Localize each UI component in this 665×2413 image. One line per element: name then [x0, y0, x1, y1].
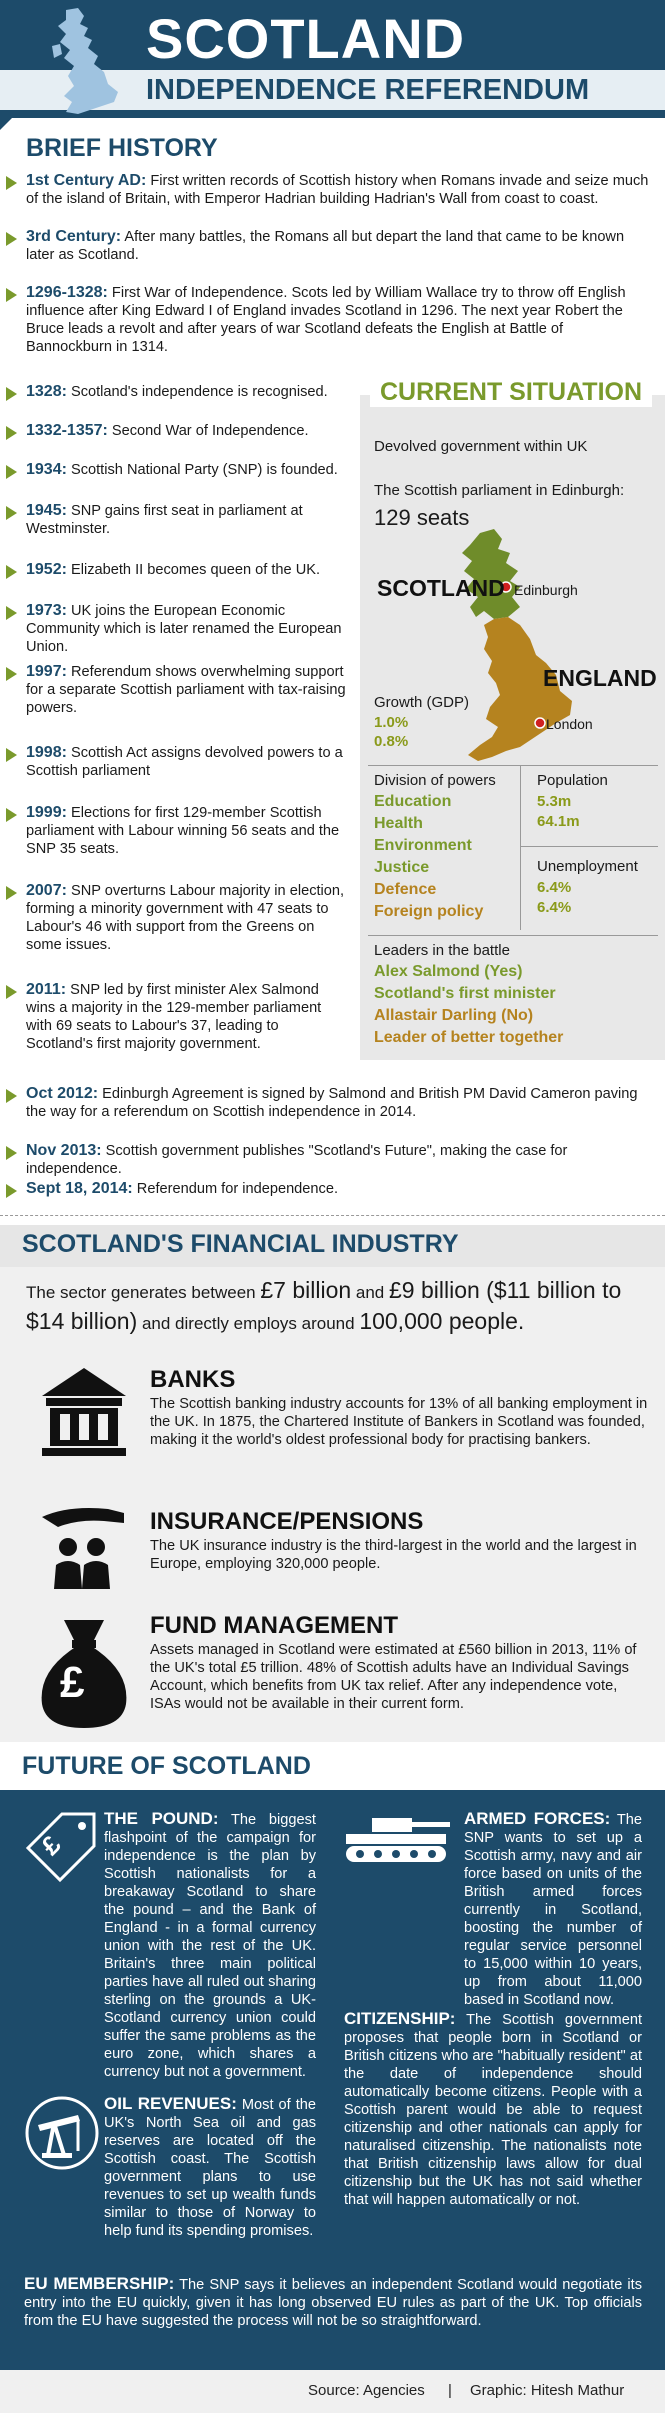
bullet-icon [6, 1146, 17, 1160]
eu-membership-text: EU MEMBERSHIP: The SNP says it believes an independent Scotland would negotiate its entry into the EU quickly, given it has long observed EU rules as part of the UK. Top officials from the EU have suggested the process will not be so straightforward. [24, 2274, 643, 2329]
power-item: Education [374, 793, 452, 810]
unemployment-scotland: 6.4% [537, 879, 572, 896]
unemployment-label: Unemployment [537, 858, 638, 875]
history-item: 1934: Scottish National Party (SNP) is founded. [26, 461, 338, 478]
insurance-text: The UK insurance industry is the third-largest in the world and the largest in Europe, employing 320,000 people. [150, 1538, 637, 1572]
page-title: SCOTLAND [146, 7, 466, 70]
bullet-icon [6, 748, 17, 762]
leader-yes: Alex Salmond (Yes) [374, 963, 523, 980]
growth-scotland: 1.0% [374, 714, 409, 731]
future-title: FUTURE OF SCOTLAND [22, 1752, 311, 1780]
power-item: Foreign policy [374, 903, 484, 920]
population-scotland: 5.3m [537, 793, 572, 810]
bullet-icon [6, 667, 17, 681]
bullet-icon [6, 1089, 17, 1103]
divider [368, 935, 658, 936]
footer [0, 2370, 665, 2413]
citizenship-text: CITIZENSHIP: The Scottish government proposes that people born in Scotland or British citizens who are "habitually resident" at the date of independence should automatically become citizens. People with a Scottish parent would be able to request citizenship and other nationals can apply for naturalised citizenship. The nationalists note that British citizenship laws allow for dual citizenship but the UK has not said whether that will happen automatically or not. [344, 2009, 642, 2208]
bullet-icon [6, 808, 17, 822]
history-item: 1945: SNP gains first seat in parliament at Westminster. [26, 502, 303, 537]
history-item: 1952: Elizabeth II becomes queen of the UK. [26, 561, 321, 578]
history-item: 1997: Referendum shows overwhelming support for a separate Scottish parliament with tax-raising powers. [26, 663, 346, 716]
city-london: London [546, 716, 593, 732]
population-label: Population [537, 772, 608, 789]
leader-yes-role: Scotland's first minister [374, 985, 556, 1002]
population-uk: 64.1m [537, 813, 580, 830]
unemployment-uk: 6.4% [537, 899, 572, 916]
divider [520, 846, 658, 847]
bullet-icon [6, 506, 17, 520]
brief-history-title: BRIEF HISTORY [26, 134, 218, 162]
oil-revenues-text: OIL REVENUES: Most of the UK's North Sea oil and gas reserves are located off the Scottish coast. The Scottish government plans to use revenues to set up wealth funds similar to those of Norway to help fund its spending promises. [104, 2094, 316, 2239]
history-item: 1328: Scotland's independence is recognised. [26, 383, 328, 400]
bullet-icon [6, 387, 17, 401]
footer-source: Source: Agencies [308, 2382, 425, 2399]
history-item: 1998: Scottish Act assigns devolved powers to a Scottish parliament [26, 744, 343, 779]
scotland-shape [462, 529, 520, 619]
history-item: 1st Century AD: First written records of Scottish history when Romans invade and seize much of the island of Britain, with Emperor Hadrian building Hadrian's Wall from coast to coast. [26, 172, 649, 207]
growth-uk: 0.8% [374, 733, 409, 750]
armed-forces-text: ARMED FORCES: The SNP wants to set up a Scottish army, navy and air force based on units of the British armed forces currently in Scotland, boosting the number of regular service personnel to 15,000 within 10 years, up from about 11,000 based in Scotland now. [464, 1809, 642, 2008]
history-item: 1973: UK joins the European Economic Community which is later renamed the European Union. [26, 602, 342, 655]
history-item: 2011: SNP led by first minister Alex Salmond wins a majority in the 129-member parliament with 69 seats to Labour's 37, leading to Scotland's first majority government. [26, 981, 322, 1052]
bullet-icon [6, 288, 17, 302]
footer-separator: | [448, 2382, 452, 2399]
bullet-icon [6, 465, 17, 479]
history-item: 1296-1328: First War of Independence. Scots led by William Wallace try to throw off English influence after King Edward I of England invades Scotland in 1296. The next year Robert the Bruce leads a revolt and after years of war Scotland defeats the English at Battle of Bannockburn in 1314. [26, 284, 626, 355]
uk-map-icon [44, 6, 134, 124]
bullet-icon [6, 232, 17, 246]
divider [520, 765, 521, 930]
history-item: 2007: SNP overturns Labour majority in election, forming a minority government with 47 seats to Labour's 46 with support from the Greens on some issues. [26, 882, 345, 953]
growth-label: Growth (GDP) [374, 694, 470, 711]
seats-value: 129 seats [374, 505, 470, 530]
history-item: 3rd Century: After many battles, the Romans all but depart the land that came to be known later as Scotland. [26, 228, 625, 263]
financial-title: SCOTLAND'S FINANCIAL INDUSTRY [22, 1230, 459, 1258]
pound-text-intro: THE POUND: The biggest flashpoint of the campaign for independence is the plan by Scottish nationalists for a breakaway Scotland to share the pound – and the Bank of England - in a formal currency union with the rest of the UK. Britain's three main political parties have all ruled out sharing sterling on the grounds a UK-Scotland currency union could suffer the same problems as the euro zone, which shares a currency but not a government. [104, 1809, 316, 2080]
history-item: Nov 2013: Scottish government publishes "Scotland's Future", making the case for independence. [26, 1142, 568, 1177]
power-item: Justice [374, 859, 430, 876]
map-label-england: ENGLAND [543, 665, 657, 691]
history-item: Sept 18, 2014: Referendum for independence. [26, 1180, 339, 1197]
divider [368, 765, 658, 766]
bullet-icon [6, 606, 17, 620]
powers-label: Division of powers [374, 772, 496, 789]
devolved-text: Devolved government within UK [374, 438, 588, 455]
tank-icon [342, 1812, 452, 1864]
insurance-family-icon [38, 1503, 134, 1593]
power-item: Health [374, 815, 423, 832]
bullet-icon [6, 176, 17, 190]
banks-title: BANKS [150, 1366, 236, 1393]
city-edinburgh: Edinburgh [514, 582, 578, 598]
oil-pump-icon [24, 2095, 100, 2171]
history-item: Oct 2012: Edinburgh Agreement is signed by Salmond and British PM David Cameron paving the way for a referendum on Scottish independence in 2014. [26, 1085, 638, 1120]
insurance-title: INSURANCE/PENSIONS [150, 1508, 424, 1535]
history-item: 1999: Elections for first 129-member Scottish parliament with Labour winning 56 seats and the SNP 35 seats. [26, 804, 340, 857]
bullet-icon [6, 565, 17, 579]
tag-pound-glyph: £ [35, 1829, 67, 1861]
map-label-scotland: SCOTLAND [377, 575, 505, 601]
pound-sign: £ [60, 1658, 85, 1707]
bullet-icon [6, 985, 17, 999]
bullet-icon [6, 886, 17, 900]
dashed-divider [0, 1215, 665, 1216]
leaders-label: Leaders in the battle [374, 942, 510, 959]
header-notch [0, 118, 12, 130]
financial-intro: The sector generates between £7 billion and £9 billion ($11 billion to $14 billion) and directly employs around 100,000 people. [26, 1277, 622, 1334]
fund-management-text: Assets managed in Scotland were estimated at £560 billion in 2013, 11% of the UK's total £5 trillion. 48% of Scottish adults have an Individual Savings Account, which benefits from UK tax relief. After any independence vote, ISAs would not be available in their current form. [150, 1642, 637, 1712]
page-subtitle: INDEPENDENCE REFERENDUM [146, 74, 590, 106]
history-item: 1332-1357: Second War of Independence. [26, 422, 309, 439]
bullet-icon [6, 426, 17, 440]
footer-graphic: Graphic: Hitesh Mathur [470, 2382, 625, 2399]
london-dot [535, 718, 545, 728]
power-item: Environment [374, 837, 472, 854]
leader-no-role: Leader of better together [374, 1029, 564, 1046]
parliament-label: The Scottish parliament in Edinburgh: [374, 482, 625, 499]
leader-no: Allastair Darling (No) [374, 1007, 534, 1024]
current-situation-title: CURRENT SITUATION [370, 378, 652, 407]
banks-text: The Scottish banking industry accounts for 13% of all banking employment in the UK. In 1875, the Chartered Institute of Bankers in Scotland was founded, making it the world's oldest professional body for practising bankers. [150, 1396, 648, 1448]
fund-management-title: FUND MANAGEMENT [150, 1612, 398, 1639]
bank-icon [36, 1362, 132, 1458]
power-item: Defence [374, 881, 437, 898]
bullet-icon [6, 1184, 17, 1198]
